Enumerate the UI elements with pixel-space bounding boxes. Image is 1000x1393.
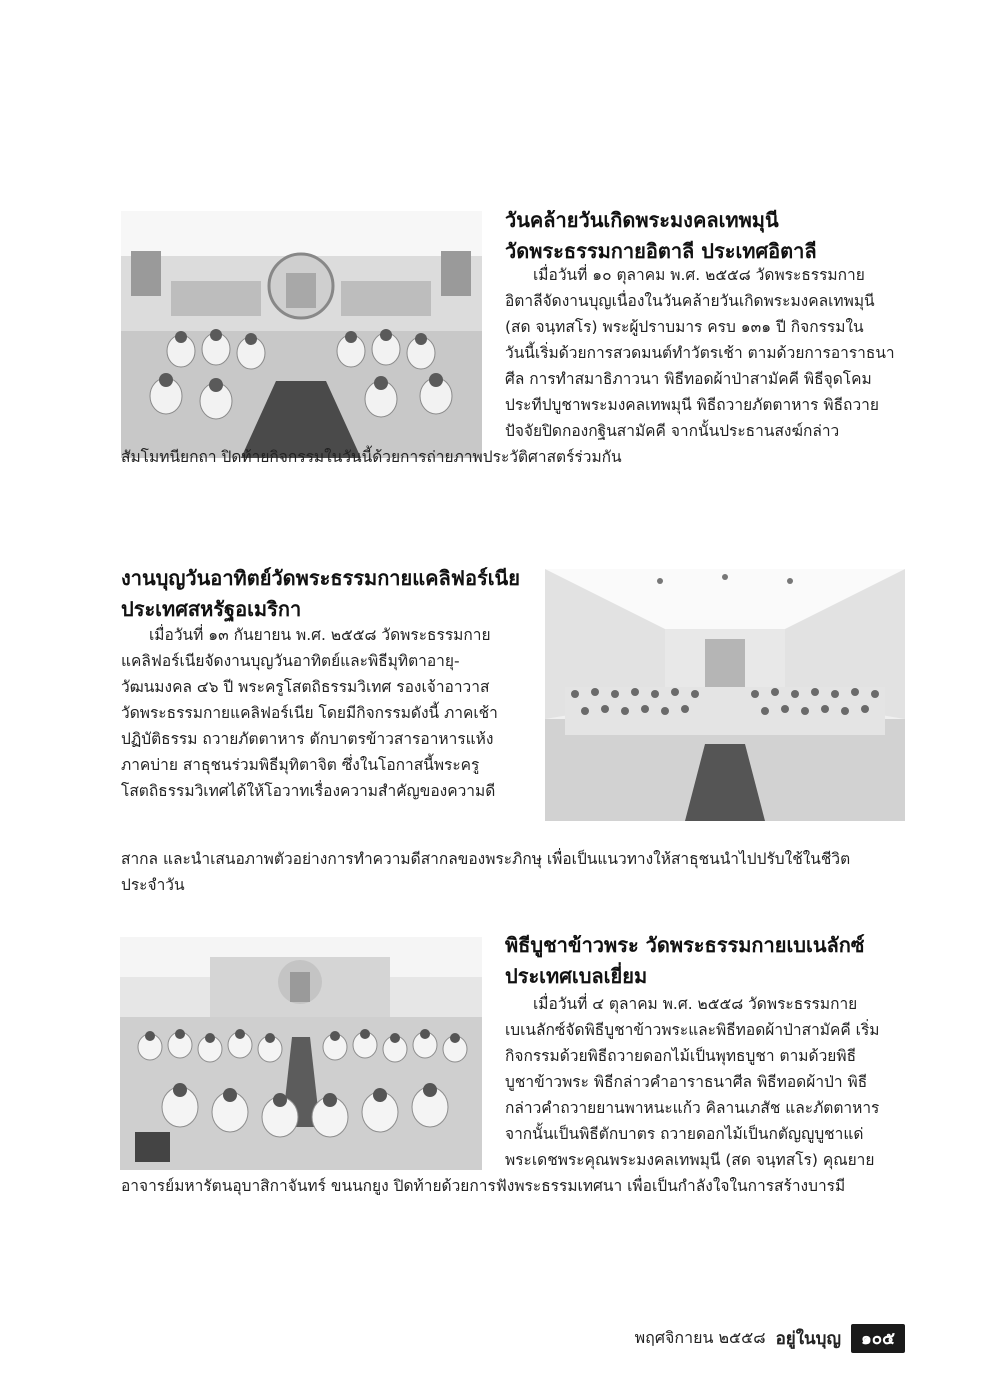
body-line: จากนั้นเป็นพิธีตักบาตร ถวายดอกไม้เป็นกตัญญูบูชาแด่ bbox=[505, 1125, 864, 1143]
title-line: วันคล้ายวันเกิดพระมงคลเทพมุนี bbox=[505, 208, 779, 232]
body-line: ปฏิบัติธรรม ถวายภัตตาหาร ตักบาตรข้าวสารอาหารแห้ง bbox=[121, 730, 494, 748]
article-title-italy bbox=[505, 205, 817, 267]
photo-california-ceremony bbox=[545, 569, 905, 821]
article-body-california bbox=[121, 622, 536, 804]
body-line: ประจำวัน bbox=[121, 876, 185, 894]
body-line: เมื่อวันที่ ๑๐ ตุลาคม พ.ศ. ๒๕๕๘ วัดพระธรรมกาย bbox=[533, 266, 865, 284]
body-line: โสตถิธรรมวิเทศได้ให้โอวาทเรื่องความสำคัญของความดี bbox=[121, 782, 496, 800]
article-body-italy bbox=[505, 262, 905, 444]
title-line: วัดพระธรรมกายอิตาลี ประเทศอิตาลี bbox=[505, 239, 817, 263]
body-line: เบเนลักซ์จัดพิธีบูชาข้าวพระและพิธีทอดผ้าป่าสามัคคี เริ่ม bbox=[505, 1021, 880, 1039]
title-line: ประเทศสหรัฐอเมริกา bbox=[121, 597, 302, 621]
page-footer bbox=[635, 1325, 905, 1351]
title-line: ประเทศเบลเยี่ยม bbox=[505, 964, 648, 988]
body-line: สัมโมทนียกถา ปิดท้ายกิจกรรมในวันนี้ด้วยการถ่ายภาพประวัติศาสตร์ร่วมกัน bbox=[121, 448, 622, 466]
photo-benelux-ceremony bbox=[120, 937, 482, 1170]
footer-month: พฤศจิกายน ๒๕๕๘ bbox=[634, 1327, 766, 1347]
body-line: ปัจจัยปิดกองกฐินสามัคคี จากนั้นประธานสงฆ์กล่าว bbox=[505, 422, 840, 440]
body-line: ประทีปบูชาพระมงคลเทพมุนี พิธีถวายภัตตาหาร พิธีถวาย bbox=[505, 396, 879, 414]
body-line: บูชาข้าวพระ พิธีกล่าวคำอาราธนาศีล พิธีทอดผ้าป่า พิธี bbox=[505, 1073, 868, 1091]
body-line: วัฒนมงคล ๔๖ ปี พระครูโสตถิธรรมวิเทศ รองเจ้าอาวาส bbox=[121, 678, 490, 696]
article-body-benelux-full bbox=[121, 1173, 911, 1199]
article-body-benelux bbox=[505, 991, 905, 1173]
body-line: เมื่อวันที่ ๔ ตุลาคม พ.ศ. ๒๕๕๘ วัดพระธรรมกาย bbox=[533, 995, 858, 1013]
article-body-california-full bbox=[121, 846, 911, 898]
body-line: กล่าวคำถวายยานพาหนะแก้ว คิลานเภสัช และภัตตาหาร bbox=[505, 1099, 880, 1117]
title-line: งานบุญวันอาทิตย์วัดพระธรรมกายแคลิฟอร์เนีย bbox=[121, 566, 520, 590]
body-line: แคลิฟอร์เนียจัดงานบุญวันอาทิตย์และพิธีมุทิตาอายุ- bbox=[121, 652, 460, 670]
article-title-california bbox=[121, 563, 520, 625]
body-line: เมื่อวันที่ ๑๓ กันยายน พ.ศ. ๒๕๕๘ วัดพระธรรมกาย bbox=[149, 626, 491, 644]
title-line: พิธีบูชาข้าวพระ วัดพระธรรมกายเบเนลักซ์ bbox=[505, 933, 865, 957]
body-line: วันนี้เริ่มด้วยการสวดมนต์ทำวัตรเช้า ตามด้วยการอาราธนา bbox=[505, 344, 895, 362]
body-line: (สด จนฺทสโร) พระผู้ปราบมาร ครบ ๑๓๑ ปี กิจกรรมใน bbox=[505, 318, 864, 336]
body-line: อิตาลีจัดงานบุญเนื่องในวันคล้ายวันเกิดพระมงคลเทพมุนี bbox=[505, 292, 875, 310]
body-line: ศีล การทำสมาธิภาวนา พิธีทอดผ้าป่าสามัคคี พิธีจุดโคม bbox=[505, 370, 872, 388]
magazine-name: อยู่ในบุญ bbox=[775, 1328, 841, 1349]
photo-italy-ceremony bbox=[121, 211, 482, 458]
body-line: อาจารย์มหารัตนอุบาสิกาจันทร์ ขนนกยูง ปิดท้ายด้วยการฟังพระธรรมเทศนา เพื่อเป็นกำลังใจในการสร้างบารมี bbox=[121, 1177, 846, 1195]
body-line: ภาคบ่าย สาธุชนร่วมพิธีมุทิตาจิต ซึ่งในโอกาสนี้พระครู bbox=[121, 756, 480, 774]
article-title-benelux bbox=[505, 930, 864, 992]
article-body-italy-full bbox=[121, 444, 911, 470]
body-line: สากล และนำเสนอภาพตัวอย่างการทำความดีสากลของพระภิกษุ เพื่อเป็นแนวทางให้สาธุชนนำไปปรับใช้ในชีวิต bbox=[121, 850, 851, 868]
body-line: กิจกรรมด้วยพิธีถวายดอกไม้เป็นพุทธบูชา ตามด้วยพิธี bbox=[505, 1047, 857, 1065]
body-line: พระเดชพระคุณพระมงคลเทพมุนี (สด จนฺทสโร) คุณยาย bbox=[505, 1151, 875, 1169]
page-number: ๑๐๕ bbox=[851, 1324, 905, 1353]
body-line: วัดพระธรรมกายแคลิฟอร์เนีย โดยมีกิจกรรมดังนี้ ภาคเช้า bbox=[121, 704, 498, 722]
